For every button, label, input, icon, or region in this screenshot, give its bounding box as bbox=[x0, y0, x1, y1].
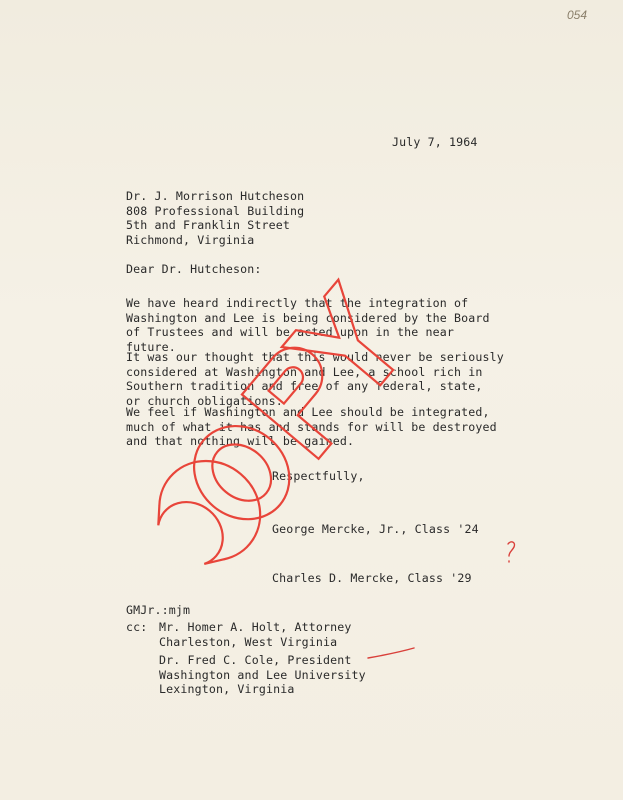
paragraph-line: future. bbox=[126, 339, 176, 354]
paragraph-line: much of what it has and stands for will be destroyed bbox=[126, 419, 497, 434]
body-paragraph-3 bbox=[126, 405, 497, 449]
cc-line: Charleston, West Virginia bbox=[159, 634, 338, 649]
cc-recipient-1 bbox=[159, 620, 352, 649]
body-paragraph-1 bbox=[126, 296, 490, 354]
cc-line: Lexington, Virginia bbox=[159, 682, 295, 697]
salutation: Dear Dr. Hutcheson: bbox=[126, 262, 262, 276]
cc-line: Dr. Fred C. Cole, President bbox=[159, 653, 352, 667]
cc-line: Mr. Homer A. Holt, Attorney bbox=[159, 620, 352, 634]
signature-2: Charles D. Mercke, Class '29 bbox=[272, 571, 472, 585]
paragraph-line: of Trustees and will be acted upon in the near bbox=[126, 325, 454, 340]
address-line: Dr. J. Morrison Hutcheson bbox=[126, 189, 305, 203]
typist-initials: GMJr.:mjm bbox=[126, 603, 191, 617]
paragraph-line: We feel if Washington and Lee should be integrated, bbox=[126, 405, 490, 419]
paragraph-line: and that nothing will be gained. bbox=[126, 434, 355, 449]
paragraph-line: considered at Washington and Lee, a school rich in bbox=[126, 364, 483, 379]
body-paragraph-2 bbox=[126, 350, 504, 408]
cc-label: cc: bbox=[126, 620, 148, 634]
paragraph-line: It was our thought that this would never be seriously bbox=[126, 350, 504, 364]
closing: Respectfully, bbox=[272, 469, 365, 483]
red-pen-mark bbox=[368, 648, 414, 658]
page-number: 054 bbox=[567, 8, 588, 22]
paragraph-line: Southern tradition and free of any federal, state, bbox=[126, 379, 483, 394]
recipient-address bbox=[126, 189, 304, 247]
red-pen-question-mark bbox=[508, 542, 514, 562]
signature-1: George Mercke, Jr., Class '24 bbox=[272, 522, 479, 536]
stamp-letter-c bbox=[141, 440, 280, 578]
paragraph-line: We have heard indirectly that the integration of bbox=[126, 296, 469, 310]
address-line: 5th and Franklin Street bbox=[126, 218, 290, 233]
letter-date: July 7, 1964 bbox=[392, 135, 478, 149]
address-line: Richmond, Virginia bbox=[126, 232, 255, 247]
address-line: 808 Professional Building bbox=[126, 203, 305, 218]
cc-recipient-2 bbox=[159, 653, 366, 697]
cc-line: Washington and Lee University bbox=[159, 667, 366, 682]
paragraph-line: or church obligations. bbox=[126, 393, 283, 408]
paragraph-line: Washington and Lee is being considered by the Board bbox=[126, 310, 490, 325]
